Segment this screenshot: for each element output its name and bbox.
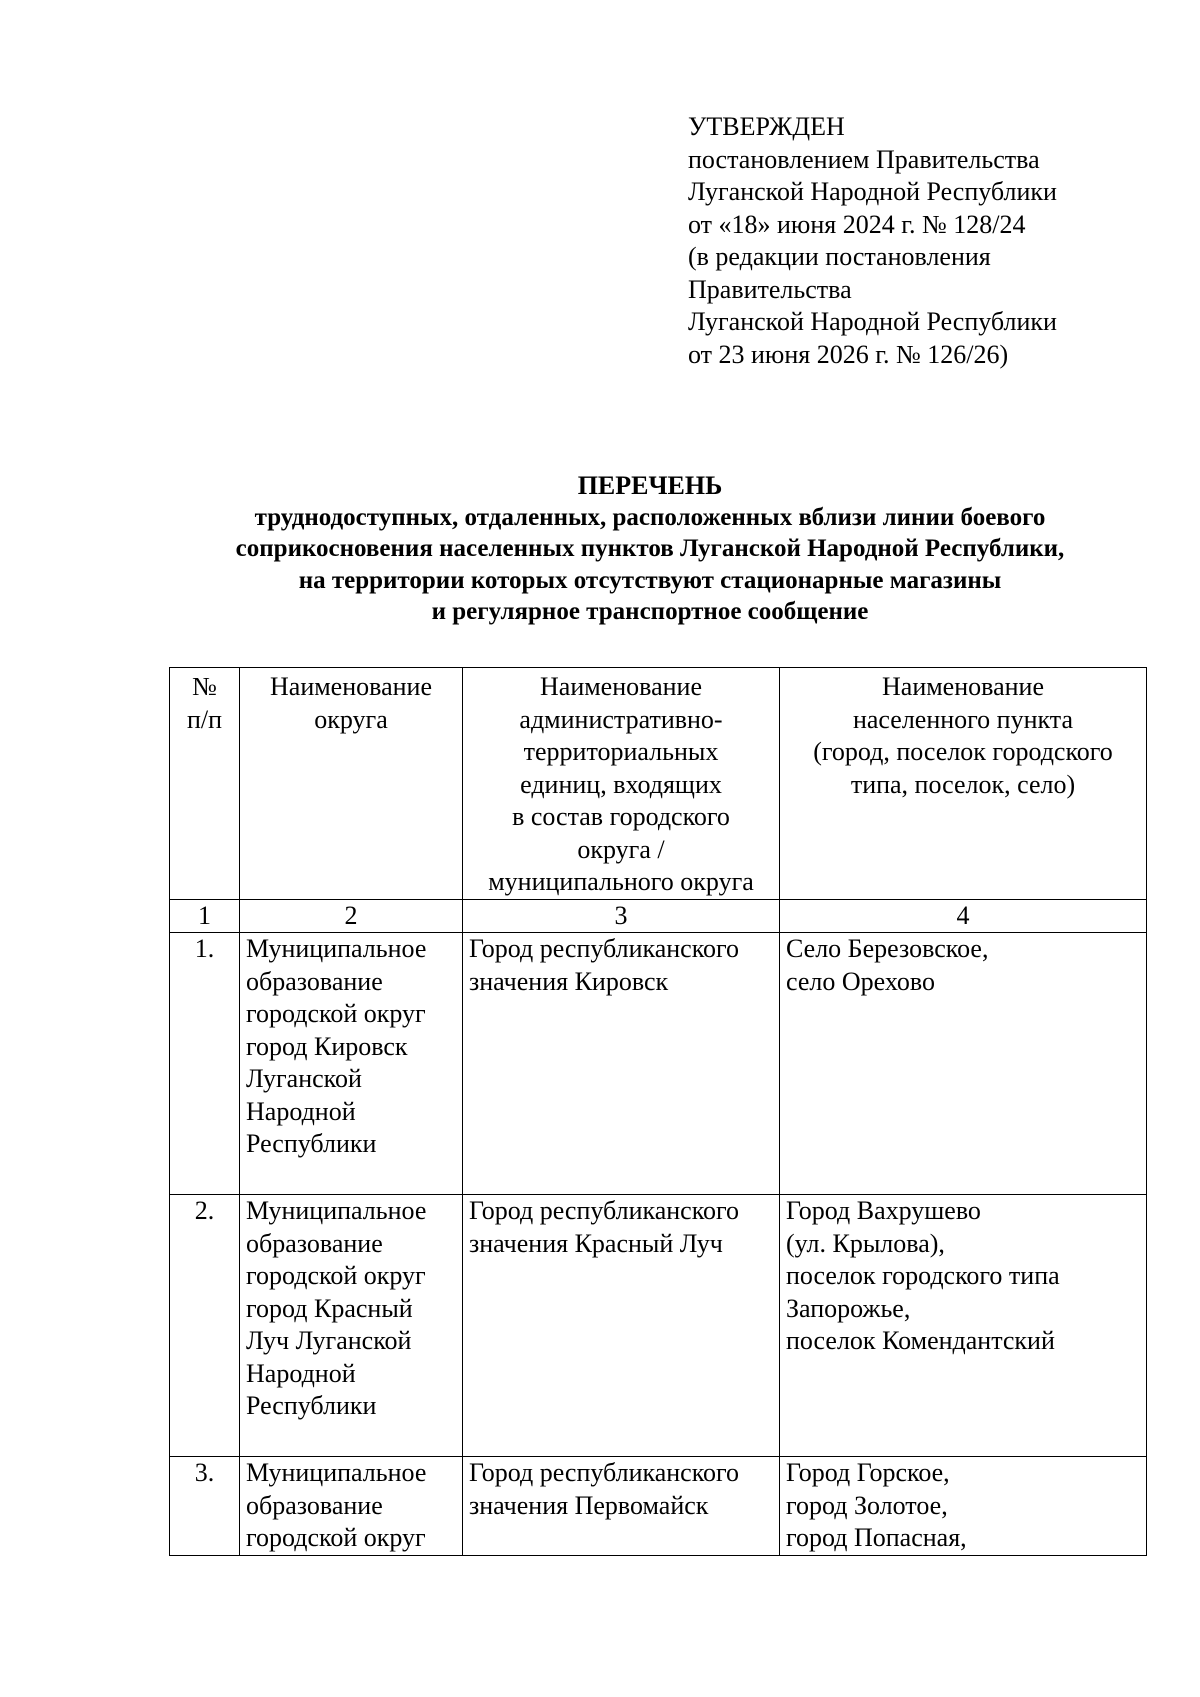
- table-row: [170, 1195, 1147, 1457]
- header-text: (город, поселок городского: [813, 737, 1113, 766]
- cell-line: поселок Комендантский: [786, 1326, 1055, 1355]
- cell-line: Луганской: [246, 1064, 362, 1093]
- cell-line: Село Березовское,: [786, 934, 989, 963]
- cell-line: город Попасная,: [786, 1523, 967, 1552]
- district-cell: [240, 933, 463, 1195]
- header-text: населенного пункта: [852, 704, 1074, 734]
- header-text: административно-: [519, 704, 723, 734]
- header-text: единиц, входящих: [520, 769, 722, 799]
- column-number-row: [170, 899, 1147, 933]
- admin-unit-cell: [463, 1457, 780, 1556]
- approval-line: УТВЕРЖДЕН: [688, 112, 845, 141]
- cell-line: Город республиканского: [469, 1458, 740, 1487]
- cell-line: городской округ: [246, 999, 426, 1028]
- cell-line: город Кировск: [246, 1031, 408, 1061]
- header-text: в состав городского: [512, 802, 730, 831]
- cell-line: Народной: [246, 1096, 356, 1126]
- table-row: [170, 933, 1147, 1195]
- cell-line: городской округ: [246, 1261, 426, 1290]
- cell-line: образование: [246, 1490, 383, 1520]
- cell-line: значения Кировск: [469, 966, 669, 996]
- cell-line: Город республиканского: [469, 934, 740, 963]
- cell-line: Муниципальное: [246, 1458, 427, 1487]
- approval-line: Луганской Народной Республики: [688, 307, 1057, 336]
- cell-line: село Орехово: [786, 966, 935, 996]
- cell-line: Республики: [246, 1391, 377, 1420]
- district-cell: [240, 1195, 463, 1457]
- header-number: [170, 668, 240, 900]
- approval-block: [688, 111, 1057, 371]
- cell-line: значения Красный Луч: [469, 1228, 723, 1258]
- header-text: Наименование: [882, 672, 1044, 701]
- cell-line: Луч Луганской: [246, 1326, 412, 1355]
- settlements-table: [169, 667, 1147, 1556]
- column-number: 1: [170, 899, 240, 933]
- cell-line: поселок городского типа: [786, 1261, 1060, 1290]
- cell-line: Город Горское,: [786, 1458, 950, 1487]
- header-text: территориальных: [523, 737, 719, 766]
- approval-line: от 23 июня 2026 г. № 126/26): [688, 339, 1009, 369]
- cell-line: (ул. Крылова),: [786, 1228, 945, 1258]
- cell-line: значения Первомайск: [469, 1490, 709, 1520]
- header-text: Наименование: [270, 672, 432, 701]
- table-header-row: [170, 668, 1147, 900]
- cell-line: Город республиканского: [469, 1196, 740, 1225]
- approval-line: (в редакции постановления: [688, 242, 991, 271]
- header-district: [240, 668, 463, 900]
- cell-line: Запорожье,: [786, 1293, 911, 1323]
- cell-line: городской округ: [246, 1523, 426, 1552]
- cell-line: город Золотое,: [786, 1490, 948, 1520]
- column-number: 3: [463, 899, 780, 933]
- heading-line: труднодоступных, отдаленных, расположенных вблизи линии боевого: [254, 503, 1046, 531]
- approval-line: Луганской Народной Республики: [688, 177, 1057, 206]
- column-number: 4: [780, 899, 1147, 933]
- header-text: Наименование: [540, 672, 702, 701]
- header-settlement: [780, 668, 1147, 900]
- admin-unit-cell: [463, 1195, 780, 1457]
- header-text: округа /: [577, 834, 665, 864]
- row-number: 3.: [170, 1457, 240, 1556]
- column-number: 2: [240, 899, 463, 933]
- cell-line: Муниципальное: [246, 1196, 427, 1225]
- district-cell: [240, 1457, 463, 1556]
- header-admin-unit: [463, 668, 780, 900]
- settlement-cell: [780, 1457, 1147, 1556]
- heading-line: на территории которых отсутствуют стационарные магазины: [298, 566, 1002, 594]
- cell-line: Муниципальное: [246, 934, 427, 963]
- cell-line: город Красный: [246, 1293, 413, 1323]
- cell-line: Город Вахрушево: [786, 1196, 981, 1225]
- cell-line: Народной: [246, 1358, 356, 1388]
- header-text: муниципального округа: [488, 867, 754, 896]
- cell-line: образование: [246, 1228, 383, 1258]
- table-row: [170, 1457, 1147, 1556]
- header-text: типа, поселок, село): [850, 769, 1076, 799]
- header-text: округа: [314, 704, 388, 734]
- header-text: №: [192, 672, 217, 701]
- document-heading: [150, 470, 1150, 628]
- admin-unit-cell: [463, 933, 780, 1195]
- cell-line: Республики: [246, 1129, 377, 1158]
- document-title: ПЕРЕЧЕНЬ: [577, 471, 723, 500]
- row-number: 1.: [170, 933, 240, 1195]
- header-text: п/п: [186, 704, 223, 734]
- settlement-cell: [780, 1195, 1147, 1457]
- approval-line: Правительства: [688, 274, 852, 304]
- settlement-cell: [780, 933, 1147, 1195]
- approval-line: постановлением Правительства: [688, 144, 1040, 174]
- cell-line: образование: [246, 966, 383, 996]
- approval-line: от «18» июня 2024 г. № 128/24: [688, 209, 1026, 239]
- heading-line: соприкосновения населенных пунктов Луганской Народной Республики,: [235, 535, 1065, 562]
- row-number: 2.: [170, 1195, 240, 1457]
- heading-line: и регулярное транспортное сообщение: [431, 598, 869, 625]
